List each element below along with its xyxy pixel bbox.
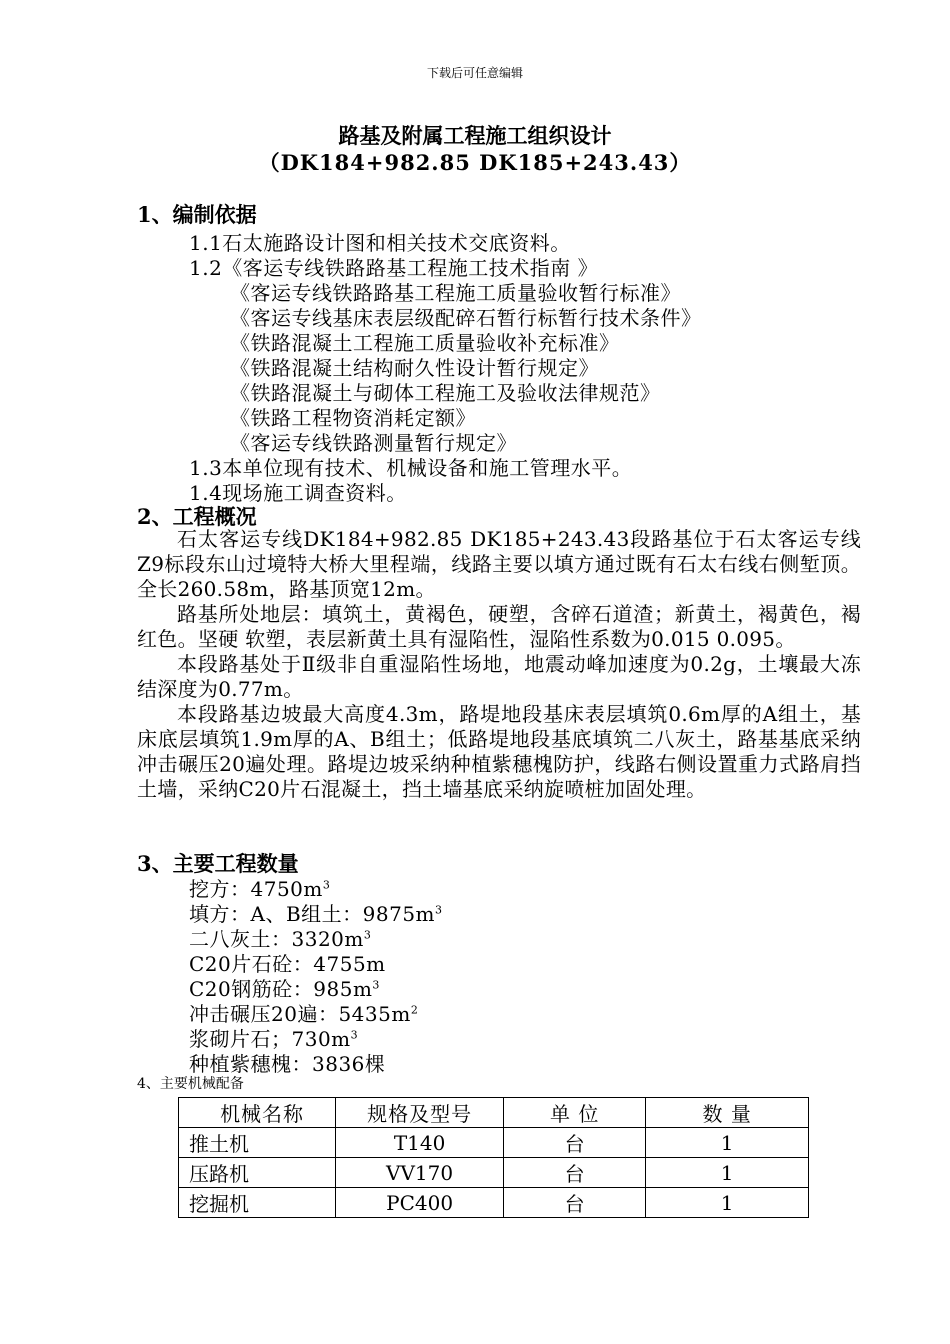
basis-item: 《铁路混凝土结构耐久性设计暂行规定》 <box>230 356 599 380</box>
table-row <box>179 1128 809 1158</box>
section-heading-quantities: 3、主要工程数量 <box>137 851 299 876</box>
quantity-item: 冲击碾压20遍：$5435m^2$ <box>189 1002 419 1026</box>
basis-item: 《客运专线铁路测量暂行规定》 <box>230 431 517 455</box>
overview-paragraph: 石太客运专线DK184+982.85 DK185+243.43段路基位于石太客运专线Z9标段东山过境特大桥大里程端，线路主要以填方通过既有石太右线右侧堑顶。全长260.58m，路基顶宽12m。 <box>137 527 861 601</box>
quantity-item: 种植紫穗槐：3836棵 <box>189 1052 386 1076</box>
column-header: 规格及型号 <box>336 1098 504 1128</box>
quantity-item: 二八灰土：$3320m^3$ <box>189 927 372 951</box>
basis-item: 1.3本单位现有技术、机械设备和施工管理水平。 <box>189 456 633 480</box>
basis-item: 《铁路工程物资消耗定额》 <box>230 406 476 430</box>
page-title: 路基及附属工程施工组织设计 <box>338 123 612 148</box>
table-cell: 台 <box>504 1188 646 1218</box>
table-cell: 1 <box>646 1188 809 1218</box>
basis-item: 《客运专线基床表层级配碎石暂行标暂行技术条件》 <box>230 306 702 330</box>
quantity-item: 浆砌片石；$730m^3$ <box>189 1027 359 1051</box>
basis-item: 《铁路混凝土与砌体工程施工及验收法律规范》 <box>230 381 661 405</box>
basis-item: 1.2《客运专线铁路路基工程施工技术指南 》 <box>189 256 599 280</box>
overview-paragraph: 路基所处地层：填筑土，黄褐色，硬塑，含碎石道渣；新黄土，褐黄色，褐红色。坚硬 软塑，表层新黄土具有湿陷性，湿陷性系数为0.015 0.095。 <box>137 602 861 651</box>
table-cell: 1 <box>646 1158 809 1188</box>
section-heading-machines: 4、主要机械配备 <box>137 1076 244 1092</box>
basis-item: 《铁路混凝土工程施工质量验收补充标准》 <box>230 331 620 355</box>
table-cell: 1 <box>646 1128 809 1158</box>
table-cell: 台 <box>504 1158 646 1188</box>
table-row <box>179 1188 809 1218</box>
column-header: 数 量 <box>646 1098 809 1128</box>
column-header: 机械名称 <box>179 1098 336 1128</box>
table-cell: 推土机 <box>179 1128 336 1158</box>
basis-item: 1.4现场施工调查资料。 <box>189 481 407 505</box>
section-heading-overview: 2、工程概况 <box>137 504 257 529</box>
header-note: 下载后可任意编辑 <box>426 66 523 80</box>
table-cell: 挖掘机 <box>179 1188 336 1218</box>
machines-table <box>178 1097 809 1218</box>
quantity-item: 挖方：$4750m^3$ <box>189 877 331 901</box>
table-cell: 台 <box>504 1128 646 1158</box>
quantity-item: 填方：A、B组土：$9875m^3$ <box>189 902 443 926</box>
table-cell: VV170 <box>336 1158 504 1188</box>
section-heading-basis: 1、编制依据 <box>137 202 257 227</box>
basis-item: 1.1石太施路设计图和相关技术交底资料。 <box>189 231 571 255</box>
table-cell: T140 <box>336 1128 504 1158</box>
table-header-row <box>179 1098 809 1128</box>
table-cell: PC400 <box>336 1188 504 1218</box>
quantity-item: C20片石砼：4755m <box>189 952 386 976</box>
table-row <box>179 1158 809 1188</box>
quantity-item: C20钢筋砼：$985m^3$ <box>189 977 380 1001</box>
basis-item: 《客运专线铁路路基工程施工质量验收暂行标准》 <box>230 281 681 305</box>
page-subtitle: （DK184+982.85 DK185+243.43） <box>258 150 692 175</box>
overview-text <box>137 527 861 802</box>
overview-paragraph: 本段路基处于Ⅱ级非自重湿陷性场地，地震动峰加速度为0.2g，土壤最大冻结深度为0.77m。 <box>137 652 861 701</box>
column-header: 单 位 <box>504 1098 646 1128</box>
table-cell: 压路机 <box>179 1158 336 1188</box>
overview-paragraph: 本段路基边坡最大高度4.3m，路堤地段基床表层填筑0.6m厚的A组土，基床底层填筑1.9m厚的A、B组土；低路堤地段基底填筑二八灰土，路基基底采纳冲击碾压20遍处理。路堤边坡采纳种植紫穗槐防护，线路右侧设置重力式路肩挡土墙，采纳C20片石混凝土，挡土墙基底采纳旋喷桩加固处理。 <box>137 702 861 801</box>
